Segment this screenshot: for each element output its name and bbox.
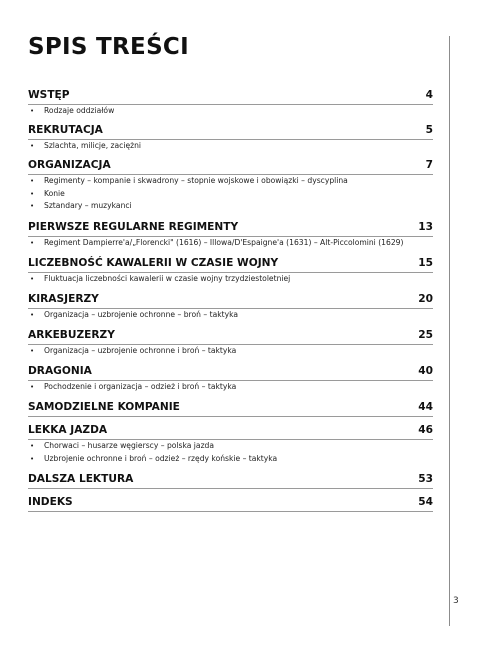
entry-divider	[28, 511, 433, 512]
toc-entry-title: LEKKA JAZDA	[28, 424, 108, 436]
toc-entry-title: DRAGONIA	[28, 365, 92, 377]
toc-entry-wstep	[28, 89, 433, 118]
toc-entry-page: 40	[418, 365, 433, 377]
toc-entry-dalsza-lektura	[28, 473, 433, 489]
toc-entry-liczebnosc	[28, 257, 433, 286]
toc-entry-page: 4	[425, 89, 433, 101]
toc-entry-page: 15	[418, 257, 433, 269]
toc-entry-page: 25	[418, 329, 433, 341]
toc-entry-lekka-jazda	[28, 424, 433, 465]
toc-subitem: • Szlachta, milicje, zaciężni	[28, 140, 433, 153]
toc-entry-page: 44	[418, 401, 433, 413]
entry-divider	[28, 416, 433, 417]
toc-subitem: • Organizacja – uzbrojenie ochronne – broń – taktyka	[28, 309, 433, 322]
bullet-icon: •	[30, 142, 35, 150]
toc-entry-title: LICZEBNOŚĆ KAWALERII W CZASIE WOJNY	[28, 257, 279, 269]
bullet-icon: •	[30, 177, 35, 185]
toc-entry-kirasjerzy	[28, 293, 433, 322]
toc-subitem: • Rodzaje oddziałów	[28, 105, 433, 118]
page-edge-rule	[449, 36, 450, 626]
toc-subitem: • Sztandary – muzykanci	[28, 200, 433, 213]
bullet-icon: •	[30, 202, 35, 210]
toc-entry-title: ARKEBUZERZY	[28, 329, 115, 341]
toc-entry-title: WSTĘP	[28, 89, 70, 101]
toc-entry-samodzielne-kompanie	[28, 401, 433, 417]
toc-subitem: • Regimenty – kompanie i skwadrony – stopnie wojskowe i obowiązki – dyscyplina	[28, 175, 433, 188]
toc-subitem: • Chorwaci – husarze węgierscy – polska jazda	[28, 440, 433, 453]
toc-entry-page: 5	[425, 124, 433, 136]
bullet-icon: •	[30, 383, 35, 391]
bullet-icon: •	[30, 311, 35, 319]
toc-entry-indeks	[28, 496, 433, 512]
toc-subitem: • Regiment Dampierre'a/„Florencki" (1616) – Illowa/D'Espaigne'a (1631) – Alt-Piccolomini (1629)	[28, 237, 433, 250]
toc-entry-page: 20	[418, 293, 433, 305]
toc-entry-title: INDEKS	[28, 496, 73, 508]
bullet-icon: •	[30, 107, 35, 115]
toc-entry-page: 53	[418, 473, 433, 485]
bullet-icon: •	[30, 454, 35, 463]
toc-entry-page: 46	[418, 424, 433, 436]
toc-entry-title: PIERWSZE REGULARNE REGIMENTY	[28, 221, 239, 233]
toc-entry-arkebuzerzy	[28, 329, 433, 358]
toc-entry-title: KIRASJERZY	[28, 293, 99, 305]
toc-entry-page: 7	[425, 159, 433, 171]
toc-subitem: • Organizacja – uzbrojenie ochronne i broń – taktyka	[28, 345, 433, 358]
toc-entry-page: 13	[418, 221, 433, 233]
bullet-icon: •	[30, 347, 35, 355]
toc-entry-rekrutacja	[28, 124, 433, 153]
bullet-icon: •	[30, 239, 35, 247]
toc-entry-dragonia	[28, 365, 433, 394]
toc-subitem: • Uzbrojenie ochronne i broń – odzież – rzędy końskie – taktyka	[28, 453, 433, 466]
toc-subitem: • Pochodzenie i organizacja – odzież i broń – taktyka	[28, 381, 433, 394]
toc-subitem: • Fluktuacja liczebności kawalerii w czasie wojny trzydziestoletniej	[28, 273, 433, 286]
page-number: 3	[453, 596, 459, 606]
toc-entry-organizacja	[28, 159, 433, 213]
toc-entry-page: 54	[418, 496, 433, 508]
bullet-icon: •	[30, 442, 35, 450]
toc-entry-title: SAMODZIELNE KOMPANIE	[28, 401, 180, 413]
bullet-icon: •	[30, 275, 35, 283]
bullet-icon: •	[30, 189, 35, 198]
entry-divider	[28, 488, 433, 489]
toc-entry-title: REKRUTACJA	[28, 124, 103, 136]
toc-entry-title: ORGANIZACJA	[28, 159, 111, 171]
toc-subitem: • Konie	[28, 188, 433, 201]
toc-entry-title: DALSZA LEKTURA	[28, 473, 134, 485]
toc-entry-pierwsze-regimenty	[28, 221, 433, 250]
page-title: SPIS TREŚCI	[28, 34, 189, 60]
